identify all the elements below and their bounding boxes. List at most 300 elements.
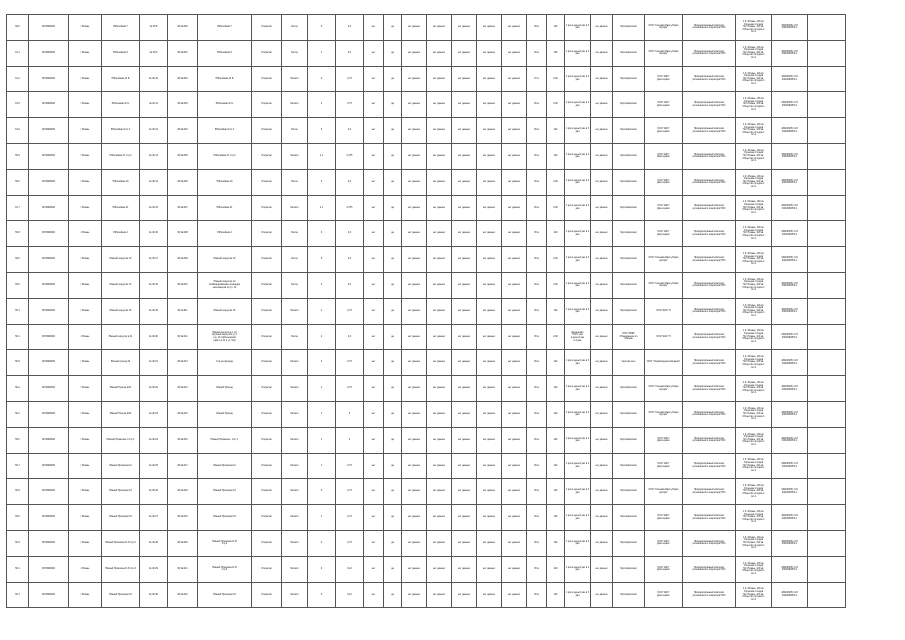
table-row xyxy=(7,195,846,221)
table-cell: Бетон xyxy=(282,169,308,195)
table-cell: нет данных xyxy=(402,272,427,298)
table-row xyxy=(7,427,846,453)
table-cell: 36:4a:014 xyxy=(168,376,198,402)
table-cell: 59.0 xyxy=(7,15,29,41)
table-cell xyxy=(808,143,846,169)
table-cell: Юбилейная 4 xyxy=(102,221,140,247)
table-cell: нет xyxy=(364,221,384,247)
table-cell: нет данных xyxy=(591,582,613,608)
table-cell: нет данных xyxy=(427,453,452,479)
table-cell: 1 раз в день/1 раз в 3 дня xyxy=(565,195,591,221)
table-cell: нет данных xyxy=(591,479,613,505)
table-cell: нет данных xyxy=(402,221,427,247)
table-cell: Юбилейная 17 стр.2 xyxy=(198,143,252,169)
table-cell: 6070900000 xyxy=(29,556,69,582)
table-cell: нет xyxy=(364,66,384,92)
table-cell: 4302/09/05 1.15 4302/09/05/0.1 xyxy=(772,143,808,169)
table-cell: нет данных xyxy=(502,479,527,505)
table-cell: Частная сеть xyxy=(613,350,645,376)
table-cell: да xyxy=(384,143,402,169)
table-cell: 4302/09/05 1.15 4302/09/05/0.1 xyxy=(772,479,808,505)
table-cell: нет данных xyxy=(591,556,613,582)
table-cell: 4 xyxy=(308,530,336,556)
table-cell: нет данных xyxy=(452,92,477,118)
table-cell: Юбилейная 13 к xyxy=(198,92,252,118)
table-cell: 4302/09/05 1.15 4302/09/05/0.1 xyxy=(772,298,808,324)
table-cell: Мусоровозчики xyxy=(613,376,645,402)
table-cell: нет данных xyxy=(452,298,477,324)
table-cell: нет данных xyxy=(427,66,452,92)
table-cell: 3e:4b:13 xyxy=(140,143,168,169)
table-cell: нет xyxy=(364,143,384,169)
table-cell: да xyxy=(384,582,402,608)
table-row xyxy=(7,324,846,350)
table-cell: 1.0 г.Рязань, 100 кв. Отрезная отходов 50 г.Рязань, 100 кв. Общество отходов 1 тип 1 xyxy=(736,427,772,453)
table-cell xyxy=(808,15,846,41)
table-cell: 1.0 г.Рязань, 100 кв. Отрезная отходов 50 г.Рязань, 100 кв. Общество отходов 1 тип 1 xyxy=(736,350,772,376)
table-cell: Открытая xyxy=(252,582,282,608)
table-cell: 6070900000 xyxy=(29,143,69,169)
table-cell xyxy=(808,40,846,66)
table-cell: 1 раз в день/1 раз в 3 дня xyxy=(565,427,591,453)
table-cell: ООО "ЕЗС" Дом сервис xyxy=(645,195,683,221)
table-cell: нет данных xyxy=(452,427,477,453)
table-cell: 0,375 xyxy=(336,143,364,169)
table-cell: 61.7 xyxy=(7,195,29,221)
table-cell: нет xyxy=(364,118,384,144)
table-cell: 4,0 xyxy=(336,272,364,298)
table-cell: нет данных xyxy=(427,169,452,195)
table-cell: 5 xyxy=(308,247,336,273)
table-cell: ООО "ЕСК" П xyxy=(645,324,683,350)
table-cell: г.Рязань xyxy=(69,118,102,144)
table-cell: 1.0 г.Рязань, 100 кв. Отрезная отходов 50 г.Рязань, 100 кв. Общество отходов 1 тип 1 xyxy=(736,479,772,505)
table-cell: Открытая xyxy=(252,530,282,556)
table-cell: да xyxy=(384,453,402,479)
table-cell: 3e:4b:28 xyxy=(140,530,168,556)
table-cell xyxy=(808,350,846,376)
table-cell: 36:4a:019 xyxy=(168,505,198,531)
table-cell: нет данных xyxy=(402,505,427,531)
table-cell: 3e:4b:29 xyxy=(140,556,168,582)
table-cell: нет данных xyxy=(452,195,477,221)
table-cell: нет данных xyxy=(477,40,502,66)
table-cell: Открытая xyxy=(252,427,282,453)
table-cell: 56.1 xyxy=(7,324,29,350)
table-cell: Бетон xyxy=(282,221,308,247)
table-cell: 39 м xyxy=(527,15,547,41)
table-cell: 6070900000 xyxy=(29,401,69,427)
table-cell: 36:4a:007 xyxy=(168,195,198,221)
table-row xyxy=(7,247,846,273)
table-cell: 1.0 г.Рязань, 100 кв. Отрезная отходов 50 г.Рязань, 100 кв. Общество отходов 1 тип 1 xyxy=(736,272,772,298)
table-cell: 1 раз в день/1 раз в 3 дня xyxy=(565,66,591,92)
table-cell: нет данных xyxy=(402,582,427,608)
table-cell: 36:4a:002 xyxy=(168,66,198,92)
table-cell: 45 м xyxy=(527,92,547,118)
table-cell: 2,00 xyxy=(547,247,565,273)
table-cell: Южный Промзона 16 xyxy=(102,582,140,608)
table-cell: 1 раз в день/1 раз в 3 дня xyxy=(565,143,591,169)
table-cell: 3e:4b:21 xyxy=(140,350,168,376)
table-cell: 59.9 xyxy=(7,479,29,505)
table-cell: 59.0 xyxy=(7,247,29,273)
table-cell: нет данных xyxy=(427,298,452,324)
table-cell: 1.0 г.Рязань, 100 кв. Отрезная отходов 50 г.Рязань, 100 кв. Общество отходов 1 тип 1 xyxy=(736,118,772,144)
table-cell: да xyxy=(384,298,402,324)
table-cell: 3e:4b:22 xyxy=(140,376,168,402)
table-cell: Металл xyxy=(282,453,308,479)
table-cell: нет данных xyxy=(452,221,477,247)
table-cell: Южный переулок д. 21 Крупный переулок, д. 6 и д. 10, Кабельщиков накоп. в 21 и ул. 5(2) xyxy=(198,324,252,350)
table-cell: нет данных xyxy=(452,15,477,41)
table-cell: 1 раз в день/1 раз в 3 дня xyxy=(565,221,591,247)
table-cell: да xyxy=(384,324,402,350)
table-cell: 4,0 xyxy=(336,221,364,247)
table-cell: ООО "ЕЗС" Дом сервис xyxy=(645,556,683,582)
table-cell: 59.9 xyxy=(7,143,29,169)
table-cell: 1.0 г.Рязань, 100 кв. Отрезная отходов 50 г.Рязань, 100 кв. Общество отходов 1 тип 1 xyxy=(736,376,772,402)
table-cell: 6070900000 xyxy=(29,272,69,298)
table-cell: 3e:4b:30 xyxy=(140,582,168,608)
table-cell: 6070900000 xyxy=(29,505,69,531)
table-cell: нет данных xyxy=(402,324,427,350)
table-cell: нет xyxy=(364,169,384,195)
table-cell: 6070900000 xyxy=(29,221,69,247)
table-cell: Открытая xyxy=(252,66,282,92)
table-cell: 120 xyxy=(547,479,565,505)
table-cell: 120 xyxy=(547,556,565,582)
table-cell: Южный Промзона 11 Б стр.2 xyxy=(102,530,140,556)
table-cell: 4302/09/05 1.15 4302/09/05/0.1 xyxy=(772,324,808,350)
table-cell: Юбилейная 11 Б xyxy=(198,66,252,92)
table-cell: нет данных xyxy=(402,453,427,479)
table-cell: г.Рязань xyxy=(69,505,102,531)
table-cell xyxy=(808,324,846,350)
table-cell: 45 м xyxy=(527,143,547,169)
table-cell: 4302/09/05 1.15 4302/09/05/0.1 xyxy=(772,505,808,531)
table-cell: Открытая xyxy=(252,556,282,582)
table-cell: 1 xyxy=(308,453,336,479)
table-cell: нет данных xyxy=(477,505,502,531)
table-cell: 4302/09/05 1.15 4302/09/05/0.1 xyxy=(772,350,808,376)
table-cell: 56.b xyxy=(7,427,29,453)
table-cell: Южный Промзона 15 xyxy=(102,505,140,531)
table-cell: нет данных xyxy=(502,195,527,221)
table-cell: нет данных xyxy=(452,169,477,195)
table-cell: Бетон xyxy=(282,324,308,350)
table-cell: 4302/09/05 1.15 4302/09/05/0.1 xyxy=(772,221,808,247)
table-cell: нет данных xyxy=(427,92,452,118)
table-cell: Открытая xyxy=(252,505,282,531)
table-cell: 1.0 г.Рязань, 100 кв. Отрезная отходов 50 г.Рязань, 100 кв. Общество отходов 1 тип 1 xyxy=(736,40,772,66)
table-cell: нет данных xyxy=(591,247,613,273)
table-cell: Мусоровозчики xyxy=(613,40,645,66)
table-cell: да xyxy=(384,221,402,247)
table-cell: 36:4a:011 xyxy=(168,298,198,324)
table-cell xyxy=(808,247,846,273)
table-cell: 36:4a:010 xyxy=(168,272,198,298)
table-cell: г.Рязань xyxy=(69,15,102,41)
table-cell: Мусоровозчики xyxy=(613,556,645,582)
table-cell: ООО "Спецавтобаза уборки мусора" xyxy=(645,401,683,427)
table-cell: Открытая xyxy=(252,350,282,376)
table-cell: 120 xyxy=(547,298,565,324)
table-cell: 45 м xyxy=(527,505,547,531)
table-cell: 45 м xyxy=(527,582,547,608)
table-cell: 120 xyxy=(547,350,565,376)
table-cell: нет данных xyxy=(591,505,613,531)
table-cell: 56.7 xyxy=(7,453,29,479)
table-cell: нет данных xyxy=(452,582,477,608)
table-cell: 4302/09/05 1.15 4302/09/05/0.1 xyxy=(772,118,808,144)
table-cell: нет xyxy=(364,479,384,505)
table-cell: нет данных xyxy=(502,92,527,118)
table-cell: ООО "ЕЗС" Дом сервис xyxy=(645,582,683,608)
table-cell: Металл xyxy=(282,401,308,427)
table-cell xyxy=(808,505,846,531)
table-cell: 120 xyxy=(547,118,565,144)
table-cell: 3e:4b:15 xyxy=(140,195,168,221)
table-cell: нет данных xyxy=(452,401,477,427)
table-cell: Южный Промзона 11 Б стр.3 xyxy=(102,556,140,582)
table-cell: ООО "ЕЗС" Дом сервис xyxy=(645,118,683,144)
table-cell: 0,75 xyxy=(336,530,364,556)
table-cell: Южный Промзона 11 xyxy=(102,453,140,479)
table-cell: Открытая xyxy=(252,92,282,118)
table-cell: г.Рязань xyxy=(69,556,102,582)
table-cell: 1 xyxy=(308,505,336,531)
table-cell: 45 м xyxy=(527,350,547,376)
table-cell: Открытая xyxy=(252,298,282,324)
table-cell: г.Рязань xyxy=(69,92,102,118)
table-cell: нет данных xyxy=(427,505,452,531)
table-cell: 1.0 г.Рязань, 100 кв. Отрезная отходов 50 г.Рязань, 100 кв. Общество отходов 1 тип 1 xyxy=(736,530,772,556)
table-cell: нет данных xyxy=(452,530,477,556)
table-cell: Природоохранный комплекс регионального оператора ПКО xyxy=(683,169,736,195)
table-cell: Открытая xyxy=(252,453,282,479)
table-cell: 0,12 xyxy=(336,582,364,608)
table-cell: нет данных xyxy=(402,40,427,66)
table-cell: г.Рязань xyxy=(69,376,102,402)
table-cell: 61.5 xyxy=(7,92,29,118)
table-cell: 1 раз в день/1 раз в 3 дня xyxy=(565,530,591,556)
table-cell: Мусоровозчики xyxy=(613,582,645,608)
table-cell: 0 xyxy=(336,401,364,427)
table-cell: нет данных xyxy=(502,376,527,402)
table-cell: нет данных xyxy=(477,401,502,427)
table-cell: 36:4a:008 xyxy=(168,221,198,247)
table-cell: нет данных xyxy=(502,324,527,350)
table-cell: Южный Проезд xyxy=(198,401,252,427)
table-cell: 4302/09/05 1.15 4302/09/05/0.1 xyxy=(772,15,808,41)
table-cell: 1.0 г.Рязань, 100 кв. Отрезная отходов 50 г.Рязань, 100 кв. Общество отходов 1 тип 1 xyxy=(736,143,772,169)
table-cell: нет xyxy=(364,350,384,376)
table-cell: 3e:4b:23 xyxy=(140,401,168,427)
table-cell: нет данных xyxy=(477,66,502,92)
table-cell: Металл xyxy=(282,298,308,324)
table-cell: г.Рязань xyxy=(69,66,102,92)
table-cell: Юбилейная 21 xyxy=(198,195,252,221)
table-cell: Природоохранный комплекс регионального оператора ПКО xyxy=(683,350,736,376)
table-cell: г.Рязань xyxy=(69,401,102,427)
table-cell: нет данных xyxy=(452,272,477,298)
table-cell: 45 м xyxy=(527,479,547,505)
table-row xyxy=(7,453,846,479)
table-cell: нет данных xyxy=(402,143,427,169)
table-cell: Южный переулок 12 Комбинированная площадка контейнеров по ул. 14 xyxy=(198,272,252,298)
table-cell: Металл xyxy=(282,376,308,402)
table-cell: нет данных xyxy=(427,427,452,453)
table-cell: 135 xyxy=(547,40,565,66)
table-cell: 120 xyxy=(547,15,565,41)
table-cell: Открытая xyxy=(252,143,282,169)
table-cell: нет данных xyxy=(502,350,527,376)
table-cell: нет xyxy=(364,324,384,350)
table-cell: 0,75 xyxy=(336,92,364,118)
table-cell: 120 xyxy=(547,582,565,608)
table-cell: 3e:4b:20 xyxy=(140,324,168,350)
table-cell: ООО "РМБ" Объединение по г.Рязань xyxy=(613,324,645,350)
table-cell: Южный переулок 16 xyxy=(198,298,252,324)
table-cell: 1.0 г.Рязань, 100 кв. Отрезная отходов 50 г.Рязань, 100 кв. Общество отходов 1 тип 1 xyxy=(736,66,772,92)
table-cell: ООО "Спецавтобаза уборки мусора" xyxy=(645,247,683,273)
table-cell: Металл xyxy=(282,427,308,453)
table-cell: Юбилейная 11 Б xyxy=(102,66,140,92)
table-cell: нет данных xyxy=(402,247,427,273)
table-cell: г.Рязань xyxy=(69,427,102,453)
table-cell: нет данных xyxy=(591,143,613,169)
table-cell: 0,75 xyxy=(336,376,364,402)
table-cell: 6070900000 xyxy=(29,247,69,273)
table-cell: Южный Промзона 1 Стр.1 xyxy=(102,427,140,453)
table-cell: Южный Промзона 15 xyxy=(198,505,252,531)
table-cell: 6070900000 xyxy=(29,169,69,195)
table-row xyxy=(7,530,846,556)
table-cell: 0,375 xyxy=(336,195,364,221)
table-cell: 45 м xyxy=(527,376,547,402)
table-cell: Юбилейная 7 xyxy=(198,15,252,41)
table-cell xyxy=(808,582,846,608)
table-cell: нет данных xyxy=(402,376,427,402)
table-cell: нет данных xyxy=(477,247,502,273)
table-cell: 45 м xyxy=(527,118,547,144)
table-cell: 47 м xyxy=(527,66,547,92)
table-cell: 4302/09/05 1.15 4302/09/05/0.1 xyxy=(772,453,808,479)
table-cell: 36:4a:016 xyxy=(168,427,198,453)
table-cell: г.Рязань xyxy=(69,324,102,350)
table-cell: нет данных xyxy=(402,169,427,195)
table-cell: Мусоровозчики xyxy=(613,272,645,298)
table-cell: 1 раз в день/1 раз в 3 дня xyxy=(565,505,591,531)
table-row xyxy=(7,118,846,144)
table-cell: да xyxy=(384,40,402,66)
table-cell: Природоохранный комплекс регионального оператора ПКО xyxy=(683,530,736,556)
table-cell: ООО "ЕЗС" Дом сервис xyxy=(645,66,683,92)
table-cell: Юбилейная 14 к 1 xyxy=(102,118,140,144)
table-cell: 6070900000 xyxy=(29,479,69,505)
table-cell: 45 м xyxy=(527,427,547,453)
table-cell: 56.5 xyxy=(7,350,29,376)
table-cell: Мусоровозчики xyxy=(613,427,645,453)
table-cell: г.Рязань xyxy=(69,272,102,298)
table-cell: нет данных xyxy=(402,427,427,453)
table-cell: 4302/09/05 1.15 4302/09/05/0.1 xyxy=(772,401,808,427)
table-cell: 0 xyxy=(308,350,336,376)
table-cell: 59.0 xyxy=(7,505,29,531)
table-cell: 45 м xyxy=(527,40,547,66)
table-cell: Природоохранный комплекс регионального оператора ПКО xyxy=(683,118,736,144)
table-cell: 1 раз в день/1 раз в 3 дня xyxy=(565,15,591,41)
table-cell: да xyxy=(384,376,402,402)
table-cell: 3 xyxy=(308,221,336,247)
table-body xyxy=(7,15,846,608)
table-cell: 1 раз в день/1 раз в 3 дня xyxy=(565,40,591,66)
table-cell: 120 xyxy=(547,143,565,169)
table-cell: Юбилейная 14 к 1 xyxy=(198,118,252,144)
table-cell: 1 раз в день/1 раз в 3 дня xyxy=(565,556,591,582)
table-cell: да xyxy=(384,350,402,376)
table-cell: нет xyxy=(364,453,384,479)
table-cell: 36:4a:012 xyxy=(168,324,198,350)
table-cell: 6070900000 xyxy=(29,453,69,479)
table-cell: нет данных xyxy=(477,15,502,41)
table-cell: да xyxy=(384,195,402,221)
table-cell: 6070900000 xyxy=(29,582,69,608)
table-cell: нет данных xyxy=(591,169,613,195)
table-cell: ООО "ЕЗС" Дом сервис xyxy=(645,427,683,453)
table-cell: Южный Промзона 11 Б стр.2 xyxy=(198,530,252,556)
table-cell: 45 м xyxy=(527,272,547,298)
table-cell: нет xyxy=(364,195,384,221)
table-cell: 3e:4b:11 xyxy=(140,92,168,118)
table-cell: 4,0 xyxy=(336,169,364,195)
table-cell xyxy=(808,298,846,324)
table-cell: 6070900000 xyxy=(29,195,69,221)
table-cell: нет данных xyxy=(427,556,452,582)
table-row xyxy=(7,143,846,169)
table-cell: 1 xyxy=(308,427,336,453)
table-cell: 1 раз в день/1 раз в 3 дня xyxy=(565,582,591,608)
table-cell: 36:4a:022 xyxy=(168,582,198,608)
table-cell: 6070900000 xyxy=(29,324,69,350)
table-cell: ООО "ЕЗС" Дом сервис xyxy=(645,221,683,247)
table-cell: 3e:4b:26 xyxy=(140,479,168,505)
table-row xyxy=(7,40,846,66)
table-cell: нет данных xyxy=(427,118,452,144)
table-cell: 1 раз в день/1 раз в 3 дня xyxy=(565,92,591,118)
table-cell: 4,0 xyxy=(336,40,364,66)
table-cell: Мусоровозчики xyxy=(613,247,645,273)
table-cell: нет данных xyxy=(452,40,477,66)
table-cell: 1 раз в день/1 раз в 3 дня xyxy=(565,272,591,298)
table-cell: 6070900000 xyxy=(29,40,69,66)
table-cell: Бетон xyxy=(282,15,308,41)
table-cell: нет данных xyxy=(477,556,502,582)
table-cell: 1 раз в день/1 раз в 3 дня xyxy=(565,247,591,273)
table-cell: да xyxy=(384,118,402,144)
table-cell: г.Рязань xyxy=(69,169,102,195)
table-cell: 120 xyxy=(547,427,565,453)
table-cell: 36:4a:018 xyxy=(168,479,198,505)
table-cell: 3e:4b:24 xyxy=(140,427,168,453)
table-cell: нет данных xyxy=(402,479,427,505)
table-cell: Металл xyxy=(282,582,308,608)
table-cell: Природоохранный комплекс регионального оператора ПКО xyxy=(683,66,736,92)
table-cell: 6070900000 xyxy=(29,530,69,556)
table-cell: нет данных xyxy=(427,15,452,41)
table-cell: 6070900000 xyxy=(29,118,69,144)
